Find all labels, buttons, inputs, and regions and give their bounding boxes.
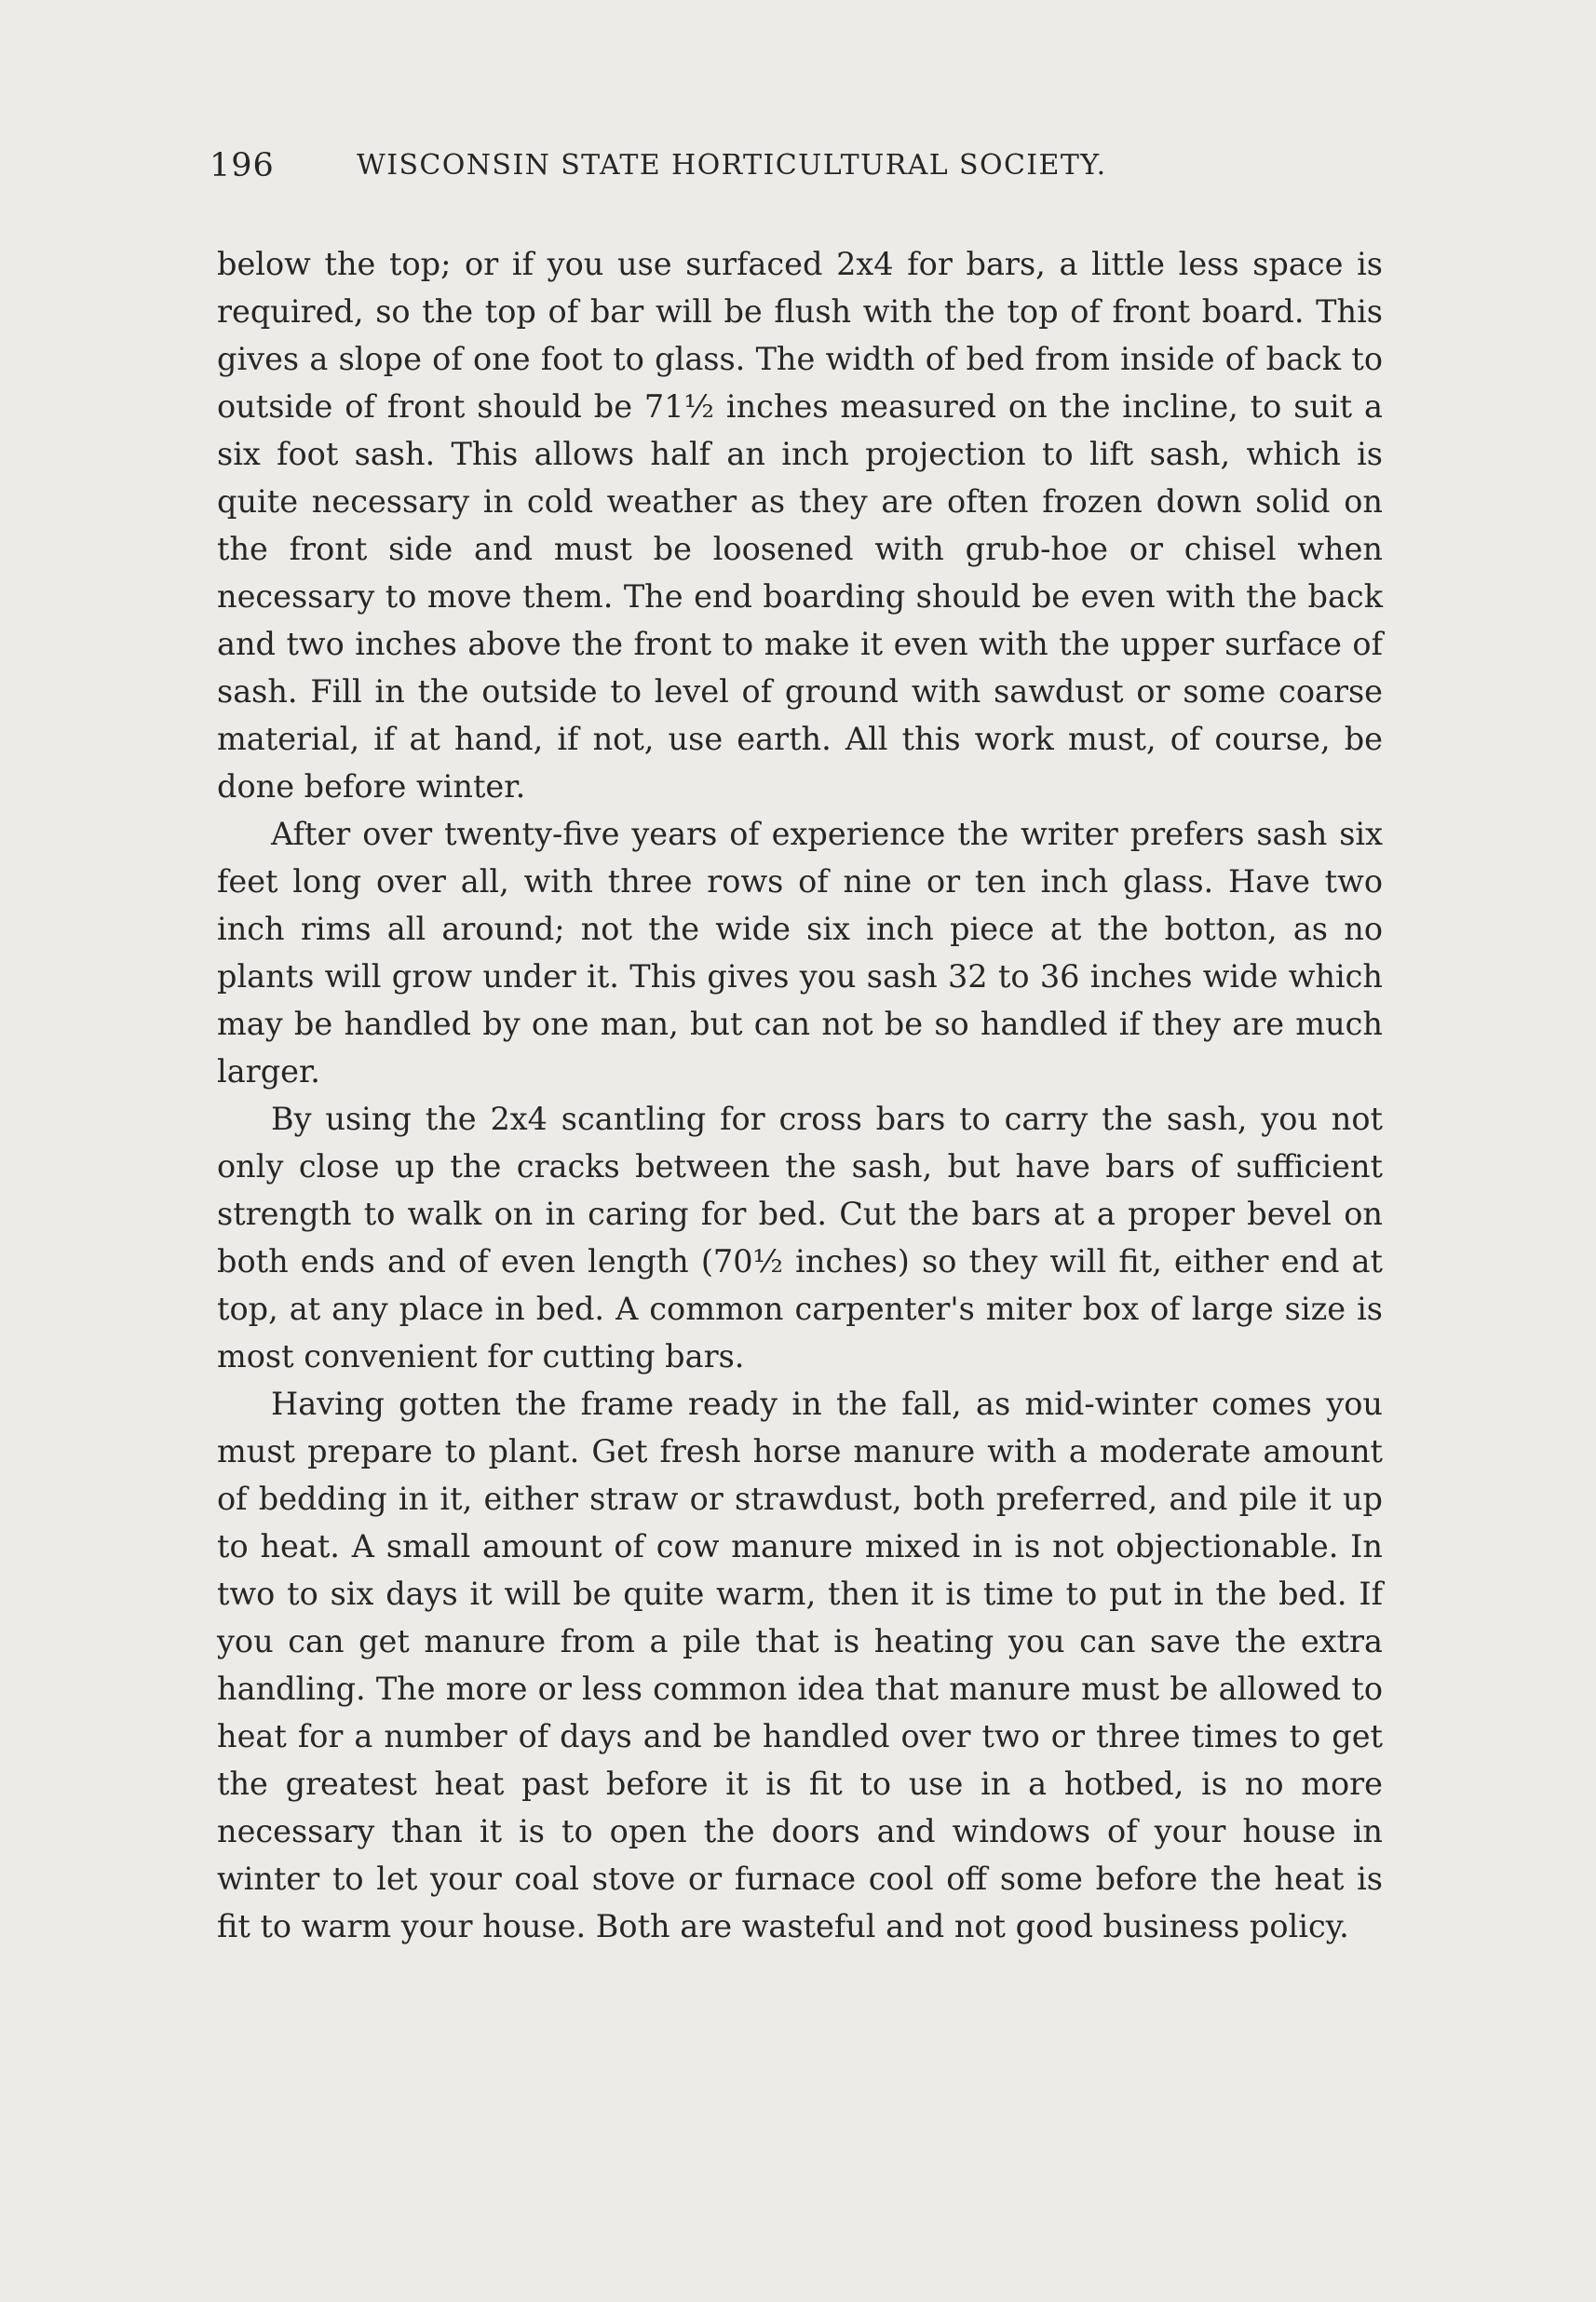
page-header xyxy=(210,147,1252,194)
paragraph-4: Having gotten the frame ready in the fall, as mid-winter comes you must prepare to plant. Get fresh horse manure with a moderate amount of bedding in it, either straw or strawdust, both preferred, and pile it up to heat. A small amount of cow manure mixed in is not objectionable. In two to six days it will be quite warm, then it is time to put in the bed. If you can get manure from a pile that is heating you can save the extra handling. The more or less common idea that manure must be allowed to heat for a number of days and be handled over two or three times to get the greatest heat past before it is fit to use in a hotbed, is no more necessary than it is to open the doors and windows of your house in winter to let your coal stove or furnace cool off some before the heat is fit to warm your house. Both are wasteful and not good business policy. xyxy=(217,1386,1383,1944)
body-text xyxy=(217,240,1383,1950)
paragraph-1: below the top; or if you use surfaced 2x4 for bars, a little less space is required, so the top of bar will be flush with the top of front board. This gives a slope of one foot to glass. The width of bed from inside of back to outside of front should be 71½ inches measured on the incline, to suit a six foot sash. This allows half an inch projection to lift sash, which is quite necessary in cold weather as they are often frozen down solid on the front side and must be loosened with grub-hoe or chisel when necessary to move them. The end boarding should be even with the back and two inches above the front to make it even with the upper surface of sash. Fill in the outside to level of ground with sawdust or some coarse material, if at hand, if not, use earth. All this work must, of course, be done before winter. xyxy=(217,246,1383,805)
running-title: WISCONSIN STATE HORTICULTURAL SOCIETY. xyxy=(357,149,1107,182)
page-number: 196 xyxy=(210,147,275,184)
paragraph-3: By using the 2x4 scantling for cross bars to carry the sash, you not only close up the cracks between the sash, but have bars of sufficient strength to walk on in caring for bed. Cut the bars at a proper bevel on both ends and of even length (70½ inches) so they will fit, either end at top, at any place in bed. A common carpenter's miter box of large size is most convenient for cutting bars. xyxy=(217,1101,1383,1374)
paragraph-2: After over twenty-five years of experience the writer prefers sash six feet long over all, with three rows of nine or ten inch glass. Have two inch rims all around; not the wide six inch piece at the botton, as no plants will grow under it. This gives you sash 32 to 36 inches wide which may be handled by one man, but can not be so handled if they are much larger. xyxy=(217,816,1383,1090)
